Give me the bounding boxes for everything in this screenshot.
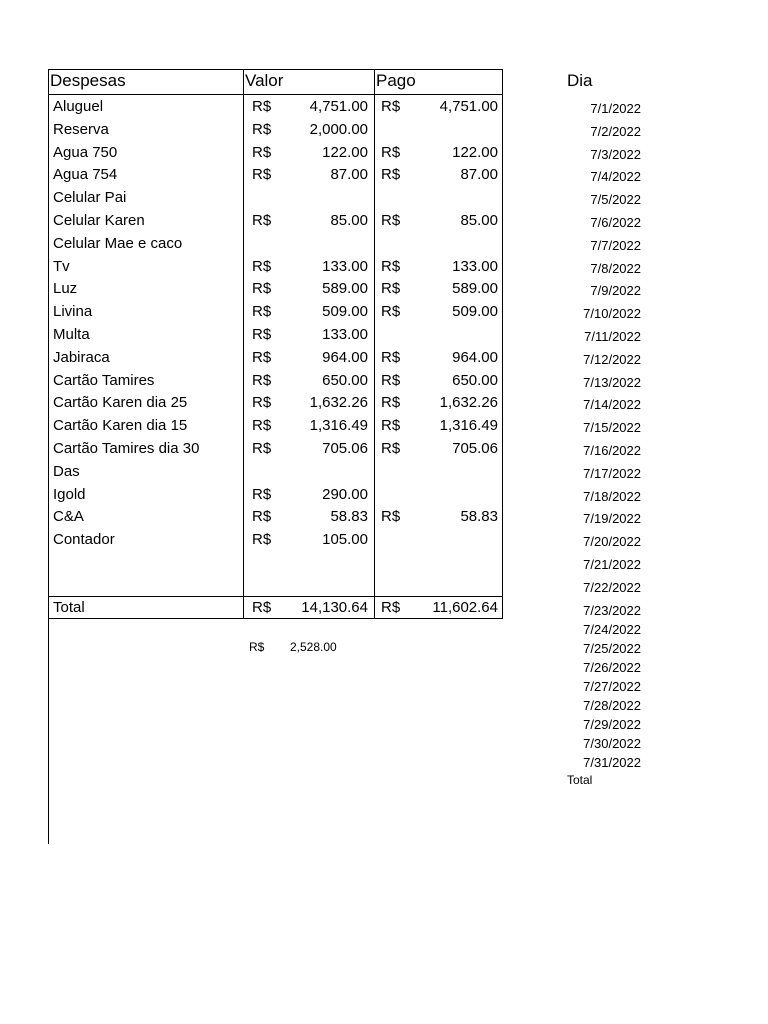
dia-cell: 7/18/2022 xyxy=(583,488,641,504)
total-pago-currency: R$ xyxy=(381,599,401,616)
pago-amount: 58.83 xyxy=(460,508,498,526)
expense-description: Agua 754 xyxy=(53,166,118,184)
pago-currency: R$ xyxy=(381,166,401,184)
total-valor: 14,130.64 xyxy=(301,599,368,616)
dia-cell: 7/3/2022 xyxy=(590,146,641,162)
total-label: Total xyxy=(53,599,85,616)
pago-amount: 122.00 xyxy=(452,143,498,161)
valor-amount: 290.00 xyxy=(322,485,368,503)
dia-cell: 7/23/2022 xyxy=(583,602,641,618)
table-top-border xyxy=(48,69,503,70)
pago-amount: 87.00 xyxy=(460,166,498,184)
table-row xyxy=(0,141,768,164)
pago-currency: R$ xyxy=(381,508,401,526)
header-pago: Pago xyxy=(376,71,416,90)
expense-description: Cartão Tamires dia 30 xyxy=(53,440,200,457)
table-row xyxy=(0,186,768,209)
dia-cell: 7/27/2022 xyxy=(583,678,641,694)
dia-cell: 7/22/2022 xyxy=(583,579,641,595)
pago-amount: 1,316.49 xyxy=(439,417,498,435)
valor-currency: R$ xyxy=(252,280,272,298)
valor-currency: R$ xyxy=(252,143,272,161)
difference-currency: R$ xyxy=(249,640,265,654)
pago-currency: R$ xyxy=(381,98,401,115)
expense-description: Jabiraca xyxy=(53,348,110,366)
dia-cell: 7/31/2022 xyxy=(583,754,641,770)
pago-currency: R$ xyxy=(381,394,401,412)
expense-description: Celular Mae e caco xyxy=(53,234,183,252)
valor-amount: 133.00 xyxy=(322,326,368,343)
dia-cell: 7/24/2022 xyxy=(583,621,641,637)
dia-cell: 7/28/2022 xyxy=(583,697,641,713)
table-row xyxy=(0,414,768,437)
pago-currency: R$ xyxy=(381,280,401,298)
valor-amount: 705.06 xyxy=(322,440,368,457)
pago-currency: R$ xyxy=(381,212,401,229)
valor-amount: 58.83 xyxy=(330,508,368,526)
valor-amount: 87.00 xyxy=(330,166,368,184)
valor-currency: R$ xyxy=(252,508,272,526)
valor-amount: 964.00 xyxy=(322,348,368,366)
table-row xyxy=(0,300,768,323)
table-row xyxy=(0,163,768,186)
pago-amount: 85.00 xyxy=(460,212,498,229)
table-row xyxy=(0,483,768,506)
header-dia: Dia xyxy=(567,71,593,90)
valor-currency: R$ xyxy=(252,485,272,503)
pago-amount: 1,632.26 xyxy=(439,394,498,412)
table-row xyxy=(0,369,768,392)
dia-cell: 7/16/2022 xyxy=(583,443,641,458)
pago-amount: 964.00 xyxy=(452,348,498,366)
dia-cell: 7/21/2022 xyxy=(583,557,641,572)
expense-description: C&A xyxy=(53,508,84,526)
valor-amount: 1,316.49 xyxy=(309,417,368,435)
dia-cell: 7/2/2022 xyxy=(590,123,641,139)
valor-amount: 650.00 xyxy=(322,371,368,389)
table-row xyxy=(0,255,768,278)
valor-currency: R$ xyxy=(252,212,272,229)
valor-amount: 85.00 xyxy=(330,212,368,229)
dia-cell: 7/20/2022 xyxy=(583,534,641,550)
valor-currency: R$ xyxy=(252,303,272,321)
table-row xyxy=(0,437,768,460)
valor-currency: R$ xyxy=(252,394,272,412)
pago-currency: R$ xyxy=(381,257,401,275)
dia-cell: 7/15/2022 xyxy=(583,420,641,436)
expense-description: Aluguel xyxy=(53,98,104,115)
valor-amount: 509.00 xyxy=(322,303,368,321)
dia-cell: 7/9/2022 xyxy=(590,283,641,299)
dia-cell: 7/5/2022 xyxy=(590,192,641,208)
dia-cell: 7/4/2022 xyxy=(590,169,641,185)
valor-currency: R$ xyxy=(252,348,272,366)
valor-amount: 589.00 xyxy=(322,280,368,298)
table-row xyxy=(0,95,768,118)
dias-total-label: Total xyxy=(567,773,593,787)
expense-description: Agua 750 xyxy=(53,143,118,161)
header-despesas: Despesas xyxy=(50,71,126,90)
valor-currency: R$ xyxy=(252,326,272,343)
valor-currency: R$ xyxy=(252,257,272,275)
valor-currency: R$ xyxy=(252,531,272,549)
table-row xyxy=(0,118,768,141)
dia-cell: 7/30/2022 xyxy=(583,735,641,751)
total-valor-currency: R$ xyxy=(252,599,272,616)
pago-currency: R$ xyxy=(381,440,401,457)
expense-description: Cartão Karen dia 25 xyxy=(53,394,188,412)
table-row xyxy=(0,346,768,369)
dia-cell: 7/13/2022 xyxy=(583,374,641,390)
pago-amount: 705.06 xyxy=(452,440,498,457)
dia-cell: 7/10/2022 xyxy=(583,306,641,322)
pago-amount: 650.00 xyxy=(452,371,498,389)
dia-cell: 7/19/2022 xyxy=(583,511,641,527)
table-row xyxy=(0,209,768,232)
total-pago: 11,602.64 xyxy=(432,599,498,616)
valor-currency: R$ xyxy=(252,417,272,435)
valor-currency: R$ xyxy=(252,371,272,389)
valor-amount: 105.00 xyxy=(322,531,368,549)
expense-description: Multa xyxy=(53,326,90,343)
table-row xyxy=(0,277,768,300)
dia-cell: 7/26/2022 xyxy=(583,659,641,675)
pago-currency: R$ xyxy=(381,417,401,435)
expense-description: Celular Karen xyxy=(53,212,145,229)
expense-description: Luz xyxy=(53,280,78,298)
valor-currency: R$ xyxy=(252,440,272,457)
expense-description: Reserva xyxy=(53,120,109,138)
valor-amount: 2,000.00 xyxy=(309,120,368,138)
table-row xyxy=(0,391,768,414)
expense-description: Cartão Tamires xyxy=(53,371,155,389)
pago-currency: R$ xyxy=(381,303,401,321)
pago-amount: 589.00 xyxy=(452,280,498,298)
dia-cell: 7/7/2022 xyxy=(590,237,641,253)
pago-amount: 4,751.00 xyxy=(439,98,498,115)
total-row xyxy=(0,596,768,619)
pago-amount: 509.00 xyxy=(452,303,498,321)
difference-value: 2,528.00 xyxy=(290,640,337,654)
table-row xyxy=(0,323,768,346)
valor-amount: 122.00 xyxy=(322,143,368,161)
pago-amount: 133.00 xyxy=(452,257,498,275)
valor-amount: 1,632.26 xyxy=(309,394,368,412)
dia-cell: 7/14/2022 xyxy=(583,397,641,413)
valor-currency: R$ xyxy=(252,166,272,184)
dia-cell: 7/6/2022 xyxy=(590,215,641,230)
dia-cell: 7/1/2022 xyxy=(590,101,641,116)
expense-description: Contador xyxy=(53,531,115,549)
expense-description: Celular Pai xyxy=(53,189,127,207)
expense-description: Cartão Karen dia 15 xyxy=(53,417,188,435)
table-row xyxy=(0,460,768,483)
expense-description: Tv xyxy=(53,257,70,275)
header-valor: Valor xyxy=(245,71,284,90)
dia-cell: 7/12/2022 xyxy=(583,351,641,367)
expense-description: Igold xyxy=(53,485,86,503)
expense-description: Das xyxy=(53,462,80,480)
table-row xyxy=(0,528,768,551)
dia-cell: 7/17/2022 xyxy=(583,465,641,481)
expense-description: Livina xyxy=(53,303,93,321)
table-row xyxy=(0,505,768,528)
valor-amount: 133.00 xyxy=(322,257,368,275)
pago-currency: R$ xyxy=(381,143,401,161)
valor-amount: 4,751.00 xyxy=(309,98,368,115)
valor-currency: R$ xyxy=(252,98,272,115)
pago-currency: R$ xyxy=(381,371,401,389)
pago-currency: R$ xyxy=(381,348,401,366)
dia-cell: 7/25/2022 xyxy=(583,640,641,656)
table-row xyxy=(0,232,768,255)
dia-cell: 7/11/2022 xyxy=(584,329,641,344)
dia-cell: 7/29/2022 xyxy=(583,716,641,732)
dia-cell: 7/8/2022 xyxy=(590,260,641,276)
valor-currency: R$ xyxy=(252,120,272,138)
